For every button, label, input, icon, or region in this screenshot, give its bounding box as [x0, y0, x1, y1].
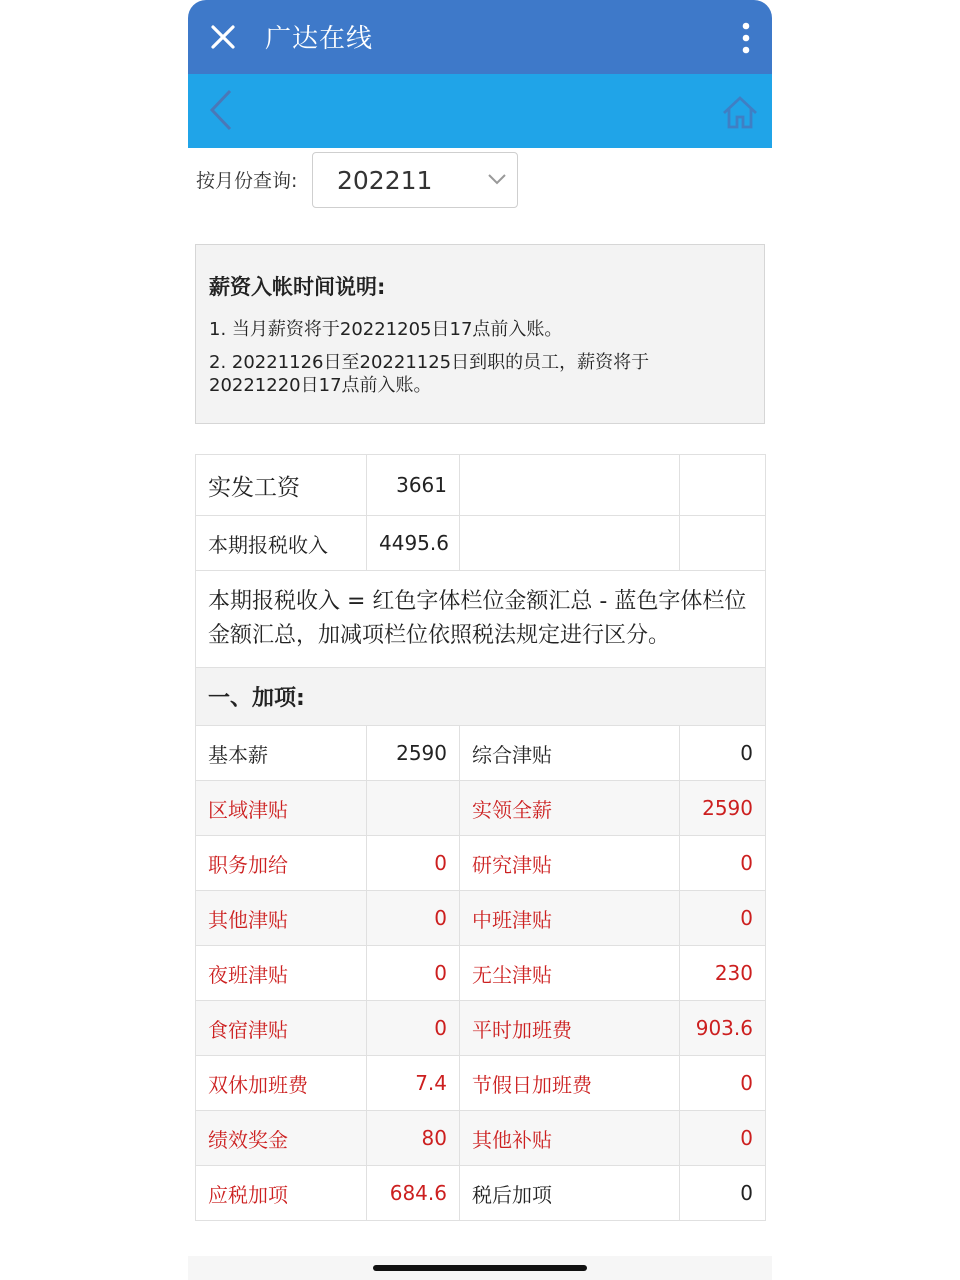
nav-bar	[188, 74, 772, 148]
cell-value: 80	[367, 1111, 460, 1166]
app-title: 广达在线	[265, 24, 374, 54]
cell-value: 0	[367, 946, 460, 1001]
cell-value: 230	[680, 946, 766, 1001]
table-row	[196, 726, 766, 781]
cell-value	[367, 781, 460, 836]
month-query-label: 按月份查询:	[196, 170, 298, 192]
cell-label: 绩效奖金	[196, 1111, 367, 1166]
month-select-value: 202211	[337, 166, 433, 195]
cell-value: 0	[680, 726, 766, 781]
table-row	[196, 891, 766, 946]
empty-cell	[460, 455, 680, 516]
cell-value: 2590	[367, 726, 460, 781]
payslip-table	[195, 454, 766, 1221]
cell-label: 其他补贴	[460, 1111, 680, 1166]
table-row	[196, 836, 766, 891]
taxable-income-row	[196, 516, 766, 571]
cell-label: 无尘津贴	[460, 946, 680, 1001]
cell-label: 税后加项	[460, 1166, 680, 1221]
cell-label: 综合津贴	[460, 726, 680, 781]
close-icon[interactable]	[208, 22, 238, 52]
cell-label: 职务加给	[196, 836, 367, 891]
taxable-income-value: 4495.6	[367, 516, 460, 571]
net-pay-label: 实发工资	[196, 455, 367, 516]
net-pay-row	[196, 455, 766, 516]
notice-line-2: 2. 20221126日至20221125日到职的员工，薪资将于20221220日17点前入账。	[209, 352, 650, 396]
payroll-notice	[195, 244, 765, 424]
empty-cell	[460, 516, 680, 571]
notice-line-1: 1. 当月薪资将于20221205日17点前入账。	[209, 319, 563, 340]
cell-value: 0	[367, 1001, 460, 1056]
cell-label: 实领全薪	[460, 781, 680, 836]
cell-value: 0	[367, 836, 460, 891]
month-query-row	[196, 150, 766, 212]
home-indicator	[373, 1265, 587, 1271]
empty-cell	[680, 455, 766, 516]
cell-label: 节假日加班费	[460, 1056, 680, 1111]
cell-label: 食宿津贴	[196, 1001, 367, 1056]
cell-value: 0	[680, 1111, 766, 1166]
title-bar	[188, 0, 772, 74]
table-row	[196, 781, 766, 836]
cell-label: 中班津贴	[460, 891, 680, 946]
cell-label: 研究津贴	[460, 836, 680, 891]
month-select[interactable]	[312, 152, 518, 208]
cell-label: 基本薪	[196, 726, 367, 781]
table-row	[196, 1056, 766, 1111]
cell-value: 0	[680, 1166, 766, 1221]
taxable-income-label: 本期报税收入	[196, 516, 367, 571]
cell-value: 2590	[680, 781, 766, 836]
additions-section-header	[196, 668, 766, 726]
table-row	[196, 1166, 766, 1221]
cell-value: 0	[367, 891, 460, 946]
home-icon[interactable]	[720, 92, 760, 132]
chevron-down-icon	[487, 171, 507, 187]
cell-value: 7.4	[367, 1056, 460, 1111]
cell-value: 0	[680, 1056, 766, 1111]
net-pay-value: 3661	[367, 455, 460, 516]
table-row	[196, 1001, 766, 1056]
cell-label: 平时加班费	[460, 1001, 680, 1056]
cell-label: 双休加班费	[196, 1056, 367, 1111]
more-icon[interactable]	[742, 22, 750, 54]
cell-value: 0	[680, 836, 766, 891]
app-screen	[188, 0, 772, 1280]
table-row	[196, 1111, 766, 1166]
table-row	[196, 946, 766, 1001]
cell-value: 0	[680, 891, 766, 946]
formula-text: 本期报税收入 = 红色字体栏位金额汇总 - 蓝色字体栏位金额汇总，加减项栏位依照税法规定进行区分。	[196, 571, 766, 668]
cell-value: 903.6	[680, 1001, 766, 1056]
cell-label: 其他津贴	[196, 891, 367, 946]
cell-label: 应税加项	[196, 1166, 367, 1221]
notice-title: 薪资入帐时间说明:	[209, 275, 386, 299]
cell-label: 夜班津贴	[196, 946, 367, 1001]
formula-row	[196, 571, 766, 668]
back-icon[interactable]	[206, 88, 236, 132]
additions-title: 一、加项:	[196, 668, 766, 726]
cell-value: 684.6	[367, 1166, 460, 1221]
empty-cell	[680, 516, 766, 571]
cell-label: 区域津贴	[196, 781, 367, 836]
